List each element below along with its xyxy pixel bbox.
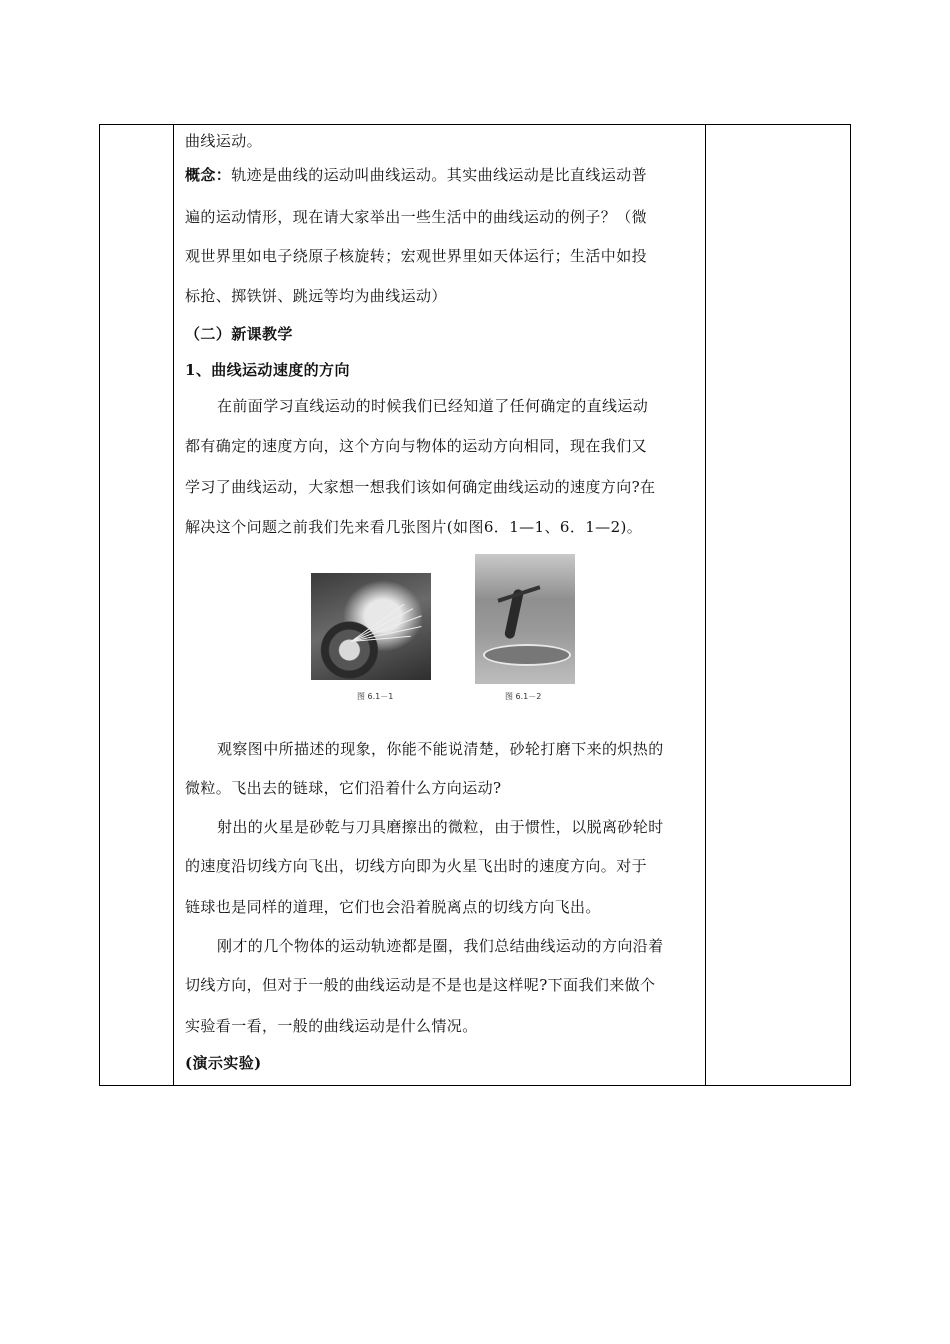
demo-heading: (演示实验) [185,1054,262,1072]
paragraph-line: 微粒。飞出去的链球，它们沿着什么方向运动? [185,779,502,797]
left-column [100,125,174,1085]
paragraph-line: 刚才的几个物体的运动轨迹都是圈，我们总结曲线运动的方向沿着 [217,937,664,955]
right-column [705,125,850,1085]
concept-text: 轨迹是曲线的运动叫曲线运动。其实曲线运动是比直线运动普 [231,166,648,184]
paragraph-line: 实验看一看，一般的曲线运动是什么情况。 [185,1017,478,1035]
paragraph-line: 链球也是同样的道理，它们也会沿着脱离点的切线方向飞出。 [185,898,601,916]
figure-caption: 图 6.1－1 [357,692,394,701]
figure-photos [295,552,585,707]
text-line: 曲线运动。 [185,132,263,150]
content-column [174,125,706,1085]
hammer-throw-photo [475,554,575,684]
paragraph-line: 学习了曲线运动，大家想一想我们该如何确定曲线运动的速度方向?在 [185,478,656,496]
paragraph-line: 都有确定的速度方向，这个方向与物体的运动方向相同，现在我们又 [185,437,648,455]
concept-label: 概念： [185,166,232,184]
paragraph-line: 切线方向，但对于一般的曲线运动是不是也是这样呢?下面我们来做个 [185,976,656,994]
text-line: 观世界里如电子绕原子核旋转；宏观世界里如天体运行；生活中如投 [185,247,648,265]
grinding-wheel-photo [311,573,431,680]
concept-line [185,165,697,185]
lesson-table [99,124,851,1086]
text-line: 遍的运动情形，现在请大家举出一些生活中的曲线运动的例子？（微 [185,208,648,226]
paragraph-line: 的速度沿切线方向飞出，切线方向即为火星飞出时的速度方向。对于 [185,857,648,875]
paragraph-line: 射出的火星是砂乾与刀具磨擦出的微粒，由于惯性，以脱离砂轮时 [217,818,664,836]
subsection-heading: 1、曲线运动速度的方向 [185,361,350,379]
paragraph-line: 观察图中所描述的现象，你能不能说清楚，砂轮打磨下来的炽热的 [217,740,664,758]
paragraph-line: 在前面学习直线运动的时候我们已经知道了任何确定的直线运动 [217,397,649,415]
text-line: 标抢、掷铁饼、跳远等均为曲线运动） [185,287,447,305]
section-heading: （二）新课教学 [185,325,293,343]
paragraph-line: 解决这个问题之前我们先来看几张图片(如图6．1—1、6．1—2)。 [185,518,643,536]
figure-caption: 图 6.1－2 [505,692,542,701]
